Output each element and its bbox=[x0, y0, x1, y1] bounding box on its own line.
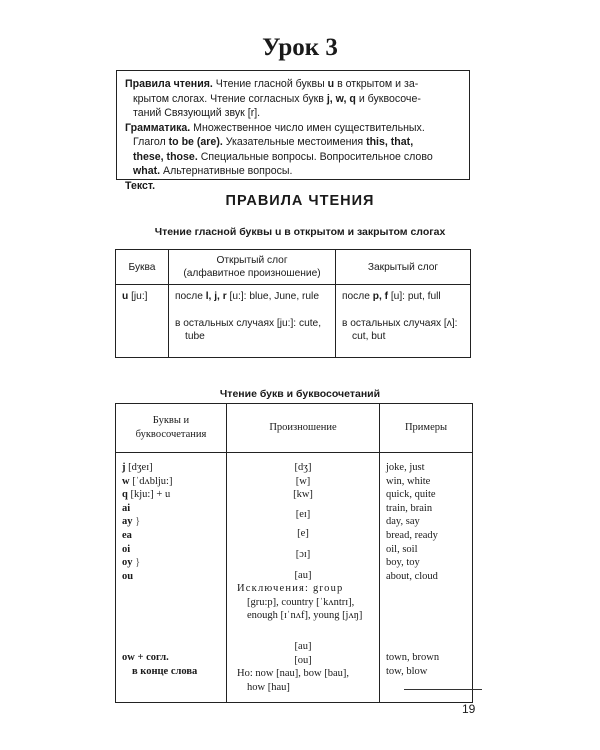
list-item: ea bbox=[122, 529, 132, 541]
cell-closed bbox=[336, 285, 471, 358]
cell-letter bbox=[116, 285, 169, 358]
example-item: oil, soil bbox=[386, 543, 418, 555]
example-item: joke, just bbox=[386, 462, 425, 473]
header-open-syllable bbox=[169, 250, 336, 285]
summary-text: таний Связующий звук [r]. bbox=[133, 107, 261, 119]
summary-text: Указательные местоимения bbox=[222, 136, 367, 148]
sound-item: [e] bbox=[297, 528, 309, 540]
sound-item: [au] bbox=[294, 640, 312, 652]
summary-bold: these, those. bbox=[133, 150, 198, 163]
sound-item: [eɪ] bbox=[295, 508, 311, 520]
header-letter: Буква bbox=[116, 250, 169, 285]
cell-examples bbox=[380, 453, 473, 703]
summary-text: в открытом и за- bbox=[334, 78, 419, 90]
sound-item: [au] bbox=[294, 569, 312, 581]
header-closed-syllable: Закрытый слог bbox=[336, 250, 471, 285]
letter-u-sound: [ju:] bbox=[131, 291, 148, 302]
exceptions-line1: Исключения: group bbox=[237, 583, 344, 595]
page-title: Урок 3 bbox=[262, 34, 338, 61]
summary-text: Множественное число имен существительных. bbox=[190, 121, 425, 134]
sound-item: [kw] bbox=[293, 489, 313, 501]
table-row bbox=[116, 453, 473, 703]
but-note-line1: Но: now [nau], bow [bau], bbox=[237, 668, 349, 680]
list-item: ow + согл. bbox=[122, 652, 169, 664]
open-rule-b-line2: tube bbox=[185, 331, 205, 342]
example-item: day, say bbox=[386, 516, 420, 528]
cell-open bbox=[169, 285, 336, 358]
table-row bbox=[116, 285, 471, 358]
header-letters bbox=[116, 404, 227, 453]
summary-text: крытом слогах. Чтение согласных букв bbox=[133, 92, 327, 105]
list-item: oy } bbox=[122, 557, 141, 569]
page-number: 19 bbox=[462, 702, 476, 716]
summary-text: Альтернативные вопросы. bbox=[160, 165, 293, 177]
table-header-row bbox=[116, 404, 473, 453]
example-item: quick, quite bbox=[386, 489, 436, 501]
list-item: w [ˈdʌblju:] bbox=[122, 475, 173, 487]
lesson-summary-box bbox=[116, 70, 470, 192]
header-letters-line1: Буквы и bbox=[152, 415, 190, 426]
exceptions-line3: enough [ɪˈnʌf], young [jʌŋ] bbox=[247, 610, 363, 622]
sound-item: [w] bbox=[295, 475, 311, 487]
brace-icon: } bbox=[135, 516, 141, 528]
list-item: q [kju:] + u bbox=[122, 489, 171, 501]
open-rule-b-line1: в остальных случаях [ju:]: cute, bbox=[175, 318, 322, 329]
summary-bold: j, w, q bbox=[326, 92, 356, 105]
table1-caption: Чтение гласной буквы u в открытом и закрытом слогах bbox=[154, 226, 446, 238]
closed-rule-a: после p, f [u]: put, full bbox=[342, 291, 441, 302]
letters-combinations-table bbox=[115, 403, 473, 703]
list-item: ou bbox=[122, 570, 134, 582]
but-note-line2: how [hau] bbox=[247, 681, 290, 693]
list-item: j [dʒeɪ] bbox=[122, 462, 153, 473]
list-item: ai bbox=[122, 502, 131, 514]
summary-text: Глагол bbox=[133, 136, 169, 148]
example-item: train, brain bbox=[386, 502, 433, 514]
header-examples: Примеры bbox=[380, 404, 473, 453]
summary-heading-text: Текст. bbox=[125, 179, 156, 192]
list-item: oi bbox=[122, 543, 131, 555]
letter-u: u bbox=[122, 291, 129, 302]
example-item: town, brown bbox=[386, 652, 440, 664]
header-letters-line2: буквосочетания bbox=[135, 429, 207, 440]
list-item: ay } bbox=[122, 516, 141, 528]
exceptions-line2: [gru:p], country [ˈkʌntrɪ], bbox=[247, 596, 355, 608]
sound-item: [ɔɪ] bbox=[295, 548, 311, 560]
footer-rule bbox=[404, 689, 482, 690]
summary-bold: this, that, bbox=[366, 136, 414, 148]
summary-text: Специальные вопросы. Вопросительное слово bbox=[197, 150, 433, 163]
example-item: tow, blow bbox=[386, 665, 428, 677]
summary-heading-grammar: Грамматика. bbox=[125, 121, 191, 134]
summary-text: Чтение гласной буквы bbox=[212, 78, 328, 90]
cell-letters bbox=[116, 453, 227, 703]
brace-icon: } bbox=[135, 557, 141, 569]
header-open-line2: (алфавитное произношение) bbox=[183, 268, 321, 279]
closed-rule-b-line1: в остальных случаях [ʌ]: bbox=[342, 318, 458, 329]
sound-item: [dʒ] bbox=[294, 462, 312, 473]
table-header-row bbox=[116, 250, 471, 285]
summary-bold: to be (are). bbox=[168, 136, 223, 148]
table2-caption: Чтение букв и буквосочетаний bbox=[219, 388, 381, 400]
summary-text: и буквосоче- bbox=[355, 92, 421, 105]
section-heading: ПРАВИЛА ЧТЕНИЯ bbox=[225, 193, 375, 209]
example-item: about, cloud bbox=[386, 570, 438, 582]
list-item: в конце слова bbox=[132, 665, 198, 677]
header-pronunciation: Произношение bbox=[227, 404, 380, 453]
summary-heading-rules: Правила чтения. bbox=[125, 78, 213, 90]
summary-bold: u bbox=[327, 78, 335, 90]
example-item: boy, toy bbox=[386, 557, 420, 569]
example-item: bread, ready bbox=[386, 529, 438, 541]
example-item: win, white bbox=[386, 475, 431, 487]
open-rule-a: после l, j, r [u:]: blue, June, rule bbox=[175, 291, 319, 302]
summary-bold: what. bbox=[133, 165, 161, 177]
cell-pronunciation bbox=[227, 453, 380, 703]
vowel-u-table bbox=[115, 249, 471, 358]
closed-rule-b-line2: cut, but bbox=[352, 331, 386, 342]
sound-item: [ou] bbox=[294, 654, 312, 666]
header-open-line1: Открытый слог bbox=[216, 255, 288, 266]
